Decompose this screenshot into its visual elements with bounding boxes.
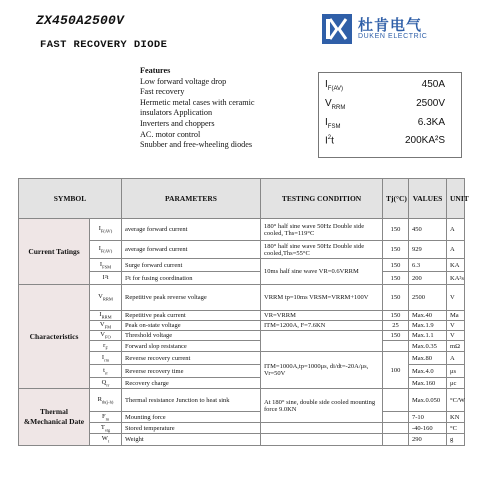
cell-value: 7-10: [409, 412, 447, 423]
cell-parameter: Recovery charge: [122, 378, 261, 389]
cell-unit: mΩ: [447, 341, 465, 352]
cell-condition: [261, 423, 383, 434]
cell-value: 2500: [409, 285, 447, 311]
cell-symbol: $I_{FSM}$: [90, 259, 122, 272]
cell-condition: VR=VRRM: [261, 311, 383, 321]
cell-tj: [383, 423, 409, 434]
table-header-row: [19, 179, 465, 219]
rating-symbol: $V_{RRM}$: [325, 98, 346, 111]
cell-symbol: $I_{F(AV)}$: [90, 241, 122, 259]
cell-condition: ITM=1200A, F=7.6KN: [261, 321, 383, 331]
table-row: [19, 389, 465, 412]
rating-row: [325, 117, 455, 133]
header-tj: Tj(°C): [383, 179, 409, 219]
group-thermal-mechanical: Thermal &Mechanical Date: [19, 389, 90, 446]
cell-tj: [383, 434, 409, 446]
table-row: [19, 219, 465, 241]
group-characteristics: Characteristics: [19, 285, 90, 389]
cell-condition: [261, 331, 383, 352]
cell-symbol: $V_{FO}$: [90, 331, 122, 341]
cell-unit: KN: [447, 412, 465, 423]
cell-condition: 180° half sine wave 50Hz Double side cooled,Ths=55°C: [261, 241, 383, 259]
cell-symbol: $r_F$: [90, 341, 122, 352]
cell-condition: At 180° sine, double side cooled mounting force 9.0KN: [261, 389, 383, 423]
cell-value: 929: [409, 241, 447, 259]
cell-parameter: Reverse recovery current: [122, 352, 261, 365]
cell-tj: 150: [383, 219, 409, 241]
cell-parameter: average forward current: [122, 241, 261, 259]
cell-symbol: $I_{rm}$: [90, 352, 122, 365]
cell-parameter: Repetitive peak reverse voltage: [122, 285, 261, 311]
cell-tj: 25: [383, 321, 409, 331]
rating-row: [325, 98, 455, 114]
cell-parameter: Peak on-state voltage: [122, 321, 261, 331]
cell-parameter: Mounting force: [122, 412, 261, 423]
brand-name: 杜肯电气: [358, 16, 423, 34]
cell-parameter: Stored temperature: [122, 423, 261, 434]
part-number: ZX450A2500V: [36, 13, 125, 28]
cell-unit: A: [447, 241, 465, 259]
cell-value: Max.160: [409, 378, 447, 389]
cell-tj: [383, 389, 409, 412]
cell-symbol: $T_{stg}$: [90, 423, 122, 434]
cell-value: Max.0.35: [409, 341, 447, 352]
feature-item: Snubber and free-wheeling diodes: [140, 140, 253, 150]
rating-value: 200KA²S: [404, 135, 445, 146]
cell-unit: °C: [447, 423, 465, 434]
cell-symbol: $W_t$: [90, 434, 122, 446]
cell-symbol: $R_{th(j-h)}$: [90, 389, 122, 412]
header-testing-condition: TESTING CONDITION: [261, 179, 383, 219]
logo-icon: [322, 14, 352, 44]
cell-unit: °C/W: [447, 389, 465, 412]
feature-item: Inverters and choppers: [140, 118, 215, 128]
feature-item: AC. motor control: [140, 129, 201, 139]
cell-unit: V: [447, 321, 465, 331]
rating-row: [325, 79, 455, 95]
cell-parameter: Weight: [122, 434, 261, 446]
cell-value: Max.40: [409, 311, 447, 321]
cell-parameter: Threshold voltage: [122, 331, 261, 341]
cell-unit: A: [447, 219, 465, 241]
cell-tj: 150: [383, 241, 409, 259]
company-logo: [322, 14, 472, 46]
cell-parameter: Repetitive peak current: [122, 311, 261, 321]
rating-symbol: $I_{F(AV)}$: [325, 79, 344, 92]
cell-value: Max.1.1: [409, 331, 447, 341]
cell-parameter: Forward slop resistance: [122, 341, 261, 352]
cell-tj: [383, 412, 409, 423]
cell-condition: 10ms half sine wave VR=0.6VRRM: [261, 259, 383, 285]
cell-value: Max.0.050: [409, 389, 447, 412]
cell-symbol: $I_{F(AV)}$: [90, 219, 122, 241]
cell-value: 6.3: [409, 259, 447, 272]
feature-item: Fast recovery: [140, 87, 185, 97]
cell-unit: V: [447, 285, 465, 311]
cell-unit: KA²s: [447, 272, 465, 285]
cell-condition: 180° half sine wave 50Hz Double side cooled, Ths=119°C: [261, 219, 383, 241]
cell-tj: 150: [383, 272, 409, 285]
cell-parameter: average forward current: [122, 219, 261, 241]
cell-value: 290: [409, 434, 447, 446]
rating-row: [325, 135, 455, 151]
cell-tj: 100: [383, 352, 409, 389]
cell-value: Max.4.0: [409, 365, 447, 378]
subtitle: FAST RECOVERY DIODE: [40, 39, 168, 51]
cell-symbol: $V_{RRM}$: [90, 285, 122, 311]
cell-unit: μs: [447, 365, 465, 378]
cell-unit: A: [447, 352, 465, 365]
group-current-ratings: Current Tatings: [19, 219, 90, 285]
rating-symbol: $I^2t$: [325, 135, 334, 147]
rating-value: 450A: [421, 79, 445, 90]
cell-tj: 150: [383, 331, 409, 341]
cell-tj: [383, 341, 409, 352]
header-unit: UNIT: [447, 179, 465, 219]
cell-parameter: Thermal resistance Junction to heat sink: [122, 389, 261, 412]
specifications-table: [18, 178, 469, 446]
header-parameters: PARAMETERS: [122, 179, 261, 219]
rating-value: 2500V: [416, 98, 445, 109]
cell-symbol: $I_{RRM}$: [90, 311, 122, 321]
cell-parameter: I²t for fusing coordination: [122, 272, 261, 285]
cell-value: Max.1.9: [409, 321, 447, 331]
cell-symbol: $t_{rr}$: [90, 365, 122, 378]
table-row: [19, 285, 465, 311]
cell-value: 200: [409, 272, 447, 285]
cell-symbol: $Q_{rr}$: [90, 378, 122, 389]
cell-unit: V: [447, 331, 465, 341]
header-symbol: SYMBOL: [19, 179, 122, 219]
feature-item: Low forward voltage drop: [140, 76, 227, 86]
cell-unit: Ma: [447, 311, 465, 321]
cell-condition: VRRM tp=10ms VRSM=VRRM+100V: [261, 285, 383, 311]
cell-tj: 150: [383, 311, 409, 321]
features-list: [140, 66, 255, 151]
features-title: Features: [140, 66, 171, 75]
cell-parameter: Reverse recovery time: [122, 365, 261, 378]
cell-unit: μc: [447, 378, 465, 389]
feature-item: Hermetic metal cases with ceramic: [140, 97, 255, 107]
cell-symbol: $F_m$: [90, 412, 122, 423]
cell-unit: g: [447, 434, 465, 446]
cell-unit: KA: [447, 259, 465, 272]
header-values: VALUES: [409, 179, 447, 219]
feature-item: insulators Application: [140, 108, 213, 118]
key-ratings-box: [318, 72, 462, 158]
cell-condition: ITM=1000A,tp=1000μs, di/dt=-20A/μs, Vr=50V: [261, 352, 383, 389]
cell-symbol: $V_{FM}$: [90, 321, 122, 331]
brand-name-english: DUKEN ELECTRIC: [358, 33, 428, 40]
cell-tj: 150: [383, 259, 409, 272]
cell-tj: 150: [383, 285, 409, 311]
rating-symbol: $I_{FSM}$: [325, 117, 341, 130]
cell-parameter: Surge forward current: [122, 259, 261, 272]
cell-value: -40-160: [409, 423, 447, 434]
cell-value: 450: [409, 219, 447, 241]
cell-symbol: I²t: [90, 272, 122, 285]
rating-value: 6.3KA: [417, 117, 445, 128]
cell-value: Max.80: [409, 352, 447, 365]
cell-condition: [261, 434, 383, 446]
